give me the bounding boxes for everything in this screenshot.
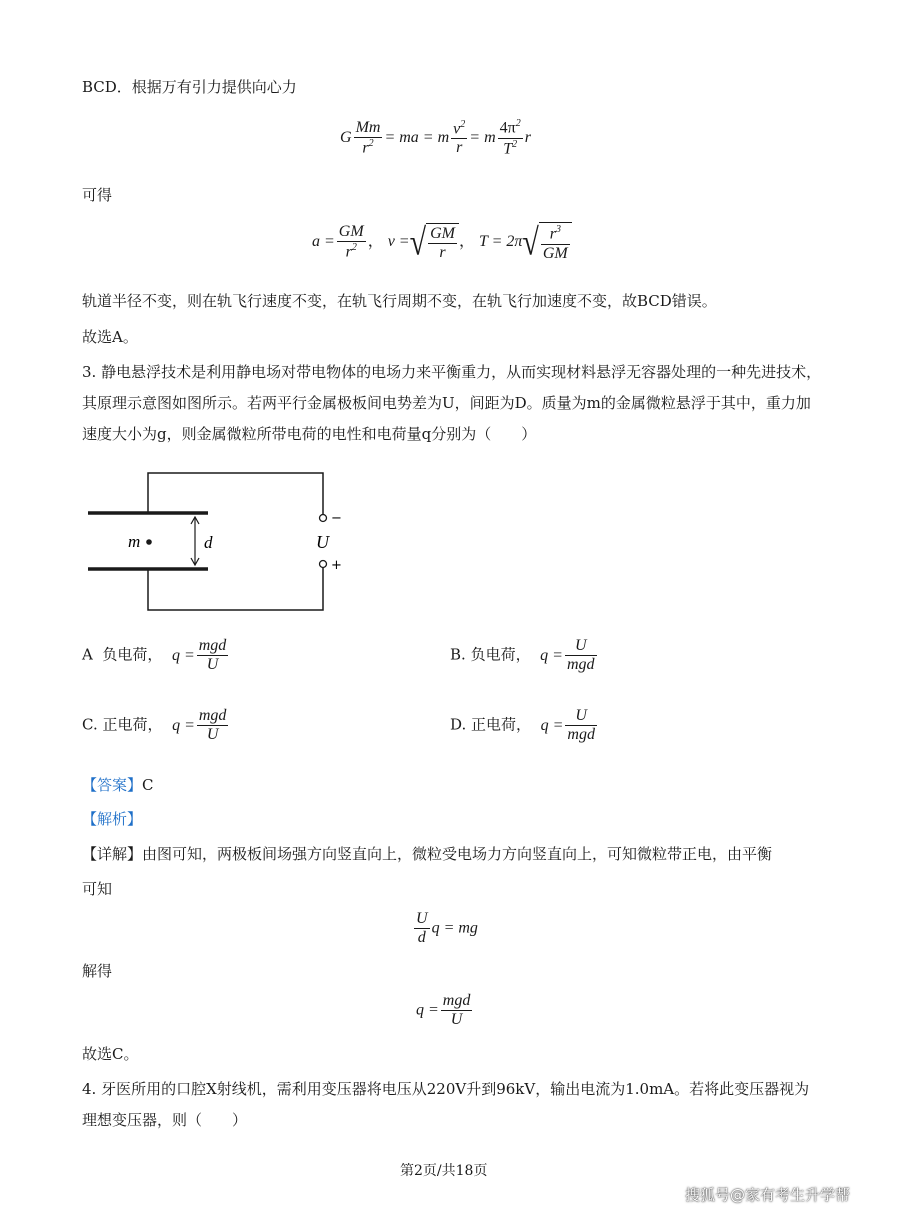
detail-tag: 【详解】	[82, 845, 143, 863]
question-4-text: 4. 牙医所用的口腔X射线机，需利用变压器将电压从220V升到96kV，输出电流为1.0mA。若将此变压器视为理想变压器，则（ ）	[82, 1080, 810, 1129]
equation-results: a = $\frac{GM}{r^2}$ ， v =√ $\frac{GM}{r}$ ， T = 2π√ $\frac{r^3}{GM}$	[312, 222, 572, 263]
d-label: d	[204, 533, 213, 552]
equation-gravity: G $\frac{Mm}{r^2}$ = ma = m $\frac{v^2}{r}$ = m $\frac{4\pi^2}{T^2}$ r	[340, 118, 531, 158]
choose-c: 故选C。	[82, 1045, 139, 1063]
option-b[interactable]: B. 负电荷， q = $\frac{U}{\text{mgd}}$	[450, 637, 595, 674]
watermark: 搜狐号@家有考生升学帮	[685, 1186, 851, 1204]
option-c[interactable]: C. 正电荷， q = $\frac{\text{mgd}}{U}$	[82, 707, 227, 744]
mass-label: m	[128, 532, 141, 551]
answer-line	[82, 774, 154, 795]
minus-sign: −	[331, 511, 342, 526]
capacitor-diagram	[80, 465, 360, 620]
negative-terminal	[320, 515, 327, 522]
upper-wire	[148, 473, 323, 514]
detail-line	[82, 843, 772, 864]
answer-value: C	[142, 776, 154, 794]
lower-wire	[148, 568, 323, 610]
plus-sign: +	[331, 558, 342, 573]
option-d[interactable]: D. 正电荷， q = $\frac{U}{\text{mgd}}$	[450, 707, 595, 744]
positive-terminal	[320, 561, 327, 568]
option-a[interactable]: A 负电荷， q = $\frac{\text{mgd}}{U}$	[82, 637, 227, 674]
choose-a: 故选A。	[82, 328, 138, 346]
detail-text: 由图可知，两极板间场强方向竖直向上，微粒受电场力方向竖直向上，可知微粒带正电，由平衡	[142, 845, 773, 863]
analysis-tag: 【解析】	[82, 810, 143, 828]
particle-dot	[146, 539, 152, 545]
kede-label: 可得	[82, 186, 113, 204]
voltage-label: U	[316, 532, 329, 552]
detail-continuation: 可知	[82, 880, 113, 898]
bcd-intro: BCD．根据万有引力提供向心力	[82, 78, 297, 96]
conclusion-text: 轨道半径不变，则在轨飞行速度不变，在轨飞行周期不变，在轨飞行加速度不变，故BCD错误。	[82, 292, 717, 310]
answer-tag: 【答案】	[82, 776, 143, 794]
page-footer: 第2页/共18页	[400, 1163, 488, 1179]
jiede-label: 解得	[82, 962, 113, 980]
equation-balance: $\frac{U}{d}$ q = mg	[416, 910, 478, 947]
question-3-text: 3. 静电悬浮技术是利用静电场对带电物体的电场力来平衡重力，从而实现材料悬浮无容器处理的一种先进技术，其原理示意图如图所示。若两平行金属极板间电势差为U，间距为D。质量为m的金属微粒悬浮于其中，重力加速度大小为g，则金属微粒所带电荷的电性和电荷量q分别为（ ）	[82, 363, 822, 443]
equation-charge: q = $\frac{\text{mgd}}{U}$	[416, 992, 471, 1029]
